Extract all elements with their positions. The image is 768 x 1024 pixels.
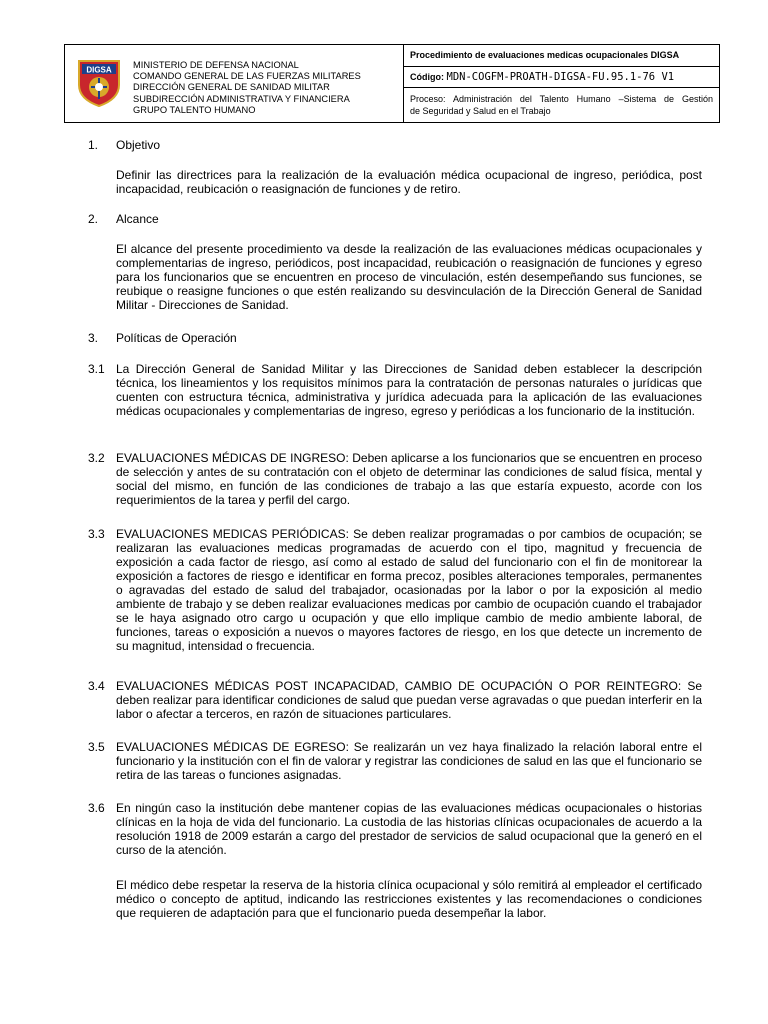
section-number: 3. — [88, 331, 99, 345]
org-line: DIRECCIÓN GENERAL DE SANIDAD MILITAR — [133, 82, 330, 93]
section-title: Políticas de Operación — [116, 331, 237, 345]
section-number: 3.5 — [88, 740, 105, 754]
section-body-2: El médico debe respetar la reserva de la historia clínica ocupacional y sólo remitirá al empleador el certificado médico o concepto de aptitud, indicando las restricciones existentes y las recomendaciones o condiciones que requieren de adaptación para que el funcionario pueda desempeñar la labor. — [116, 878, 702, 920]
section-number: 3.6 — [88, 801, 105, 815]
section-body: Definir las directrices para la realización de la evaluación médica ocupacional de ingreso, periódica, post incapacidad, reubicación o reasignación de funciones y de retiro. — [116, 168, 702, 196]
policy-lead: EVALUACIONES MÉDICAS DE EGRESO: — [116, 740, 349, 754]
section-body: Se deben realizar para identificar condiciones de salud que puedan verse agravadas o que puedan interferir en la labor o afectar a terceros, en razón de situaciones particulares. — [116, 679, 702, 721]
section-number: 3.1 — [88, 362, 105, 376]
section-body: En ningún caso la institución debe mantener copias de las evaluaciones médicas ocupacionales o historias clínicas en la hoja de vida del funcionario. La custodia de las historias clínicas ocupacionales de acuerdo a la resolución 1918 de 2009 estarán a cargo del prestador de servicios de salud ocupacional que la generó en el curso de la atención. — [116, 801, 702, 857]
digsa-logo — [75, 59, 123, 107]
process-line-2: de Seguridad y Salud en el Trabajo — [410, 106, 551, 116]
section-number: 3.4 — [88, 679, 105, 693]
header-meta-cell — [404, 45, 719, 122]
code-row — [404, 67, 719, 88]
code-value: MDN-COGFM-PROATH-DIGSA-FU.95.1-76 V1 — [446, 71, 675, 83]
section-title: Objetivo — [116, 138, 161, 152]
section-body: Se realizarán un vez haya finalizado la relación laboral entre el funcionario y la institución con el fin de valorar y registrar las condiciones de salud en las que el funcionario se retira de las tareas o funciones asignadas. — [116, 740, 702, 782]
section-title: Alcance — [116, 212, 159, 226]
section-paragraph — [116, 527, 702, 653]
section-number: 3.2 — [88, 451, 105, 465]
section-paragraph — [116, 740, 702, 782]
section-body: Deben aplicarse a los funcionarios que se encuentren en proceso de selección y antes de su contratación con el objeto de determinar las condiciones de salud física, mental y social del mismo, en función de las condiciones de trabajo a las que estaría expuesto, acorde con los requerimientos de la tarea y perfil del cargo. — [116, 451, 702, 507]
logo-text: DIGSA — [86, 65, 112, 75]
section-paragraph — [116, 679, 702, 721]
code-label: Código: — [410, 72, 444, 82]
section-number: 3.3 — [88, 527, 105, 541]
policy-lead: EVALUACIONES MÉDICAS POST INCAPACIDAD, CAMBIO DE OCUPACIÓN O POR REINTEGRO: — [116, 679, 682, 693]
document-header — [64, 44, 720, 123]
section-body: Se deben realizar programadas o por cambios de ocupación; se realizaran las evaluaciones medicas programadas de acuerdo con el tipo, magnitud y frecuencia de exposición a cada factor de riesgo, así como al estado de salud del funcionario con el fin de monitorear la exposición a factores de riesgo e identificar en forma precoz, posibles alteraciones temporales, permanentes o agravadas del estado de salud del trabajador, ocasionadas por la labor o por la exposición al medio ambiente de trabajo y se deben realizar evaluaciones medicas por cambio de ocupación cuando el trabajador se le haya asignado otro cargo u ocupación y que ello implique cambio de medio ambiente laboral, de funciones, tareas o exposición a nuevos o mayores factores de riesgo, en los que detecte un incremento de su magnitud, intensidad o frecuencia. — [116, 527, 702, 653]
org-line: COMANDO GENERAL DE LAS FUERZAS MILITARES — [133, 71, 361, 82]
org-line: GRUPO TALENTO HUMANO — [133, 104, 256, 115]
procedure-title: Procedimiento de evaluaciones medicas ocupacionales DIGSA — [404, 45, 719, 67]
section-body: El alcance del presente procedimiento va desde la realización de las evaluaciones médicas ocupacionales y complementarias de ingreso, periódicos, post incapacidad, reubicación o reasignación de funciones y egreso para los funcionarios que se encuentren en proceso de vinculación, estén desempeñando sus funciones, se reubique o reasigne funciones o que estén realizando su desvinculación de la Dirección General de Sanidad Militar - Direcciones de Sanidad. — [116, 242, 702, 312]
process-row — [404, 88, 719, 122]
policy-lead: EVALUACIONES MÉDICAS DE INGRESO: — [116, 451, 349, 465]
process-line-1: Proceso: Administración del Talento Humano –Sistema de Gestión — [410, 94, 713, 104]
section-body: La Dirección General de Sanidad Militar y las Direcciones de Sanidad deben establecer la descripción técnica, los lineamientos y los requisitos mínimos para la contratación de personas naturales o jurídicas que cuenten con estructura técnica, administrativa y jurídica adecuada para la aplicación de las evaluaciones médicas ocupacionales y complementarias de ingreso, egreso y periódicas a los funcionario de la institución. — [116, 362, 702, 418]
org-line: SUBDIRECCIÓN ADMINISTRATIVA Y FINANCIERA — [133, 93, 350, 104]
header-org-cell — [65, 45, 404, 122]
section-paragraph — [116, 451, 702, 507]
section-number: 1. — [88, 138, 99, 152]
policy-lead: EVALUACIONES MEDICAS PERIÓDICAS: — [116, 527, 349, 541]
org-line: MINISTERIO DE DEFENSA NACIONAL — [133, 60, 299, 70]
org-lines — [133, 60, 361, 116]
section-number: 2. — [88, 212, 99, 226]
